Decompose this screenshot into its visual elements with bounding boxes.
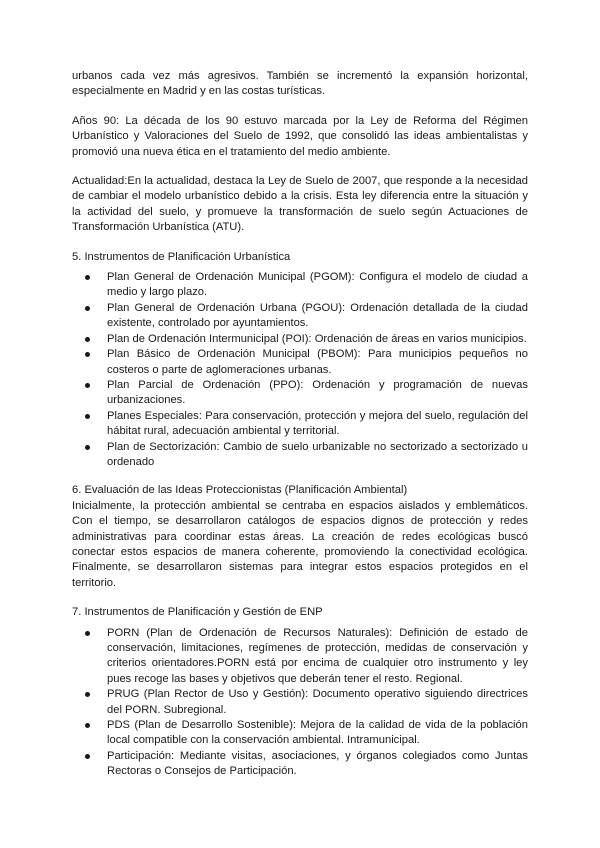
intro-paragraph-anos-90: Años 90: La década de los 90 estuvo marcada por la Ley de Reforma del Régimen Urbanístico y Valoraciones del Suelo de 1992, que consolidó las ideas ambientalistas y promovió una nueva ética en el tratamiento del medio ambiente. [72,114,528,158]
section-5-list [72,270,528,470]
list-item: Planes Especiales: Para conservación, protección y mejora del suelo, regulación del hábitat rural, adecuación ambiental y territorial. [72,409,528,440]
bullet-icon [85,383,90,388]
list-item: Plan de Sectorización: Cambio de suelo urbanizable no sectorizado a sectorizado u ordenado [72,440,528,471]
bullet-icon [85,414,90,419]
bullet-icon [85,352,90,357]
section-6-heading: 6. Evaluación de las Ideas Proteccionistas (Planificación Ambiental) [72,484,408,497]
section-7 [72,605,528,779]
list-item: Plan Parcial de Ordenación (PPO): Ordenación y programación de nuevas urbanizaciones. [72,378,528,409]
section-5 [72,250,528,471]
list-item: PORN (Plan de Ordenación de Recursos Naturales): Definición de estado de conservación, limitaciones, regímenes de protección, medidas de conservación y criterios orientadores.PORN está por encima de cualquier otro instrumento y ley pues recoge las bases y objetivos que deberán tener el resto. Regional. [72,626,528,688]
bullet-icon [85,631,90,636]
list-item: Plan de Ordenación Intermunicipal (POI): Ordenación de áreas en varios municipios. [72,332,528,347]
bullet-icon [85,723,90,728]
intro-paragraph-actualidad: Actualidad:En la actualidad, destaca la Ley de Suelo de 2007, que responde a la necesidad de cambiar el modelo urbanístico debido a la crisis. Esta ley diferencia entre la situación y la actividad del suelo, y promueve la transformación de suelo según Actuaciones de Transformación Urbanística (ATU). [72,175,528,234]
bullet-icon [85,275,90,280]
section-6-body: Inicialmente, la protección ambiental se centraba en espacios aislados y emblemáticos. Con el tiempo, se desarrollaron catálogos de espacios dignos de protección y redes administrativas para coordinar estas áreas. La creación de redes ecológicas buscó conectar estos espacios de manera coherente, promoviendo la conectividad ecológica. Finalmente, se desarrollaron sistemas para integrar estos espacios protegidos en el territorio. [72,499,528,589]
bullet-icon [85,754,90,759]
list-item: Plan General de Ordenación Municipal (PGOM): Configura el modelo de ciudad a medio y largo plazo. [72,270,528,301]
list-item: PDS (Plan de Desarrollo Sostenible): Mejora de la calidad de vida de la población local compatible con la conservación ambiental. Intramunicipal. [72,718,528,749]
intro-paragraph-urbanos: urbanos cada vez más agresivos. También se incrementó la expansión horizontal, especialmente en Madrid y en las costas turísticas. [72,70,528,98]
list-item: Plan Básico de Ordenación Municipal (PBOM): Para municipios pequeños no costeros o parte de aglomeraciones urbanas. [72,347,528,378]
bullet-icon [85,445,90,450]
list-item: Plan General de Ordenación Urbana (PGOU): Ordenación detallada de la ciudad existente, controlado por ayuntamientos. [72,301,528,332]
section-6 [72,483,528,591]
bullet-icon [85,692,90,697]
section-5-heading: 5. Instrumentos de Planificación Urbanística [72,250,291,263]
bullet-icon [85,337,90,342]
bullet-icon [85,306,90,311]
list-item: Participación: Mediante visitas, asociaciones, y órganos colegiados como Juntas Rectoras o Consejos de Participación. [72,749,528,780]
section-7-heading: 7. Instrumentos de Planificación y Gestión de ENP [72,606,323,619]
section-7-list [72,626,528,780]
list-item: PRUG (Plan Rector de Uso y Gestión): Documento operativo siguiendo directrices del PORN. Subregional. [72,687,528,718]
